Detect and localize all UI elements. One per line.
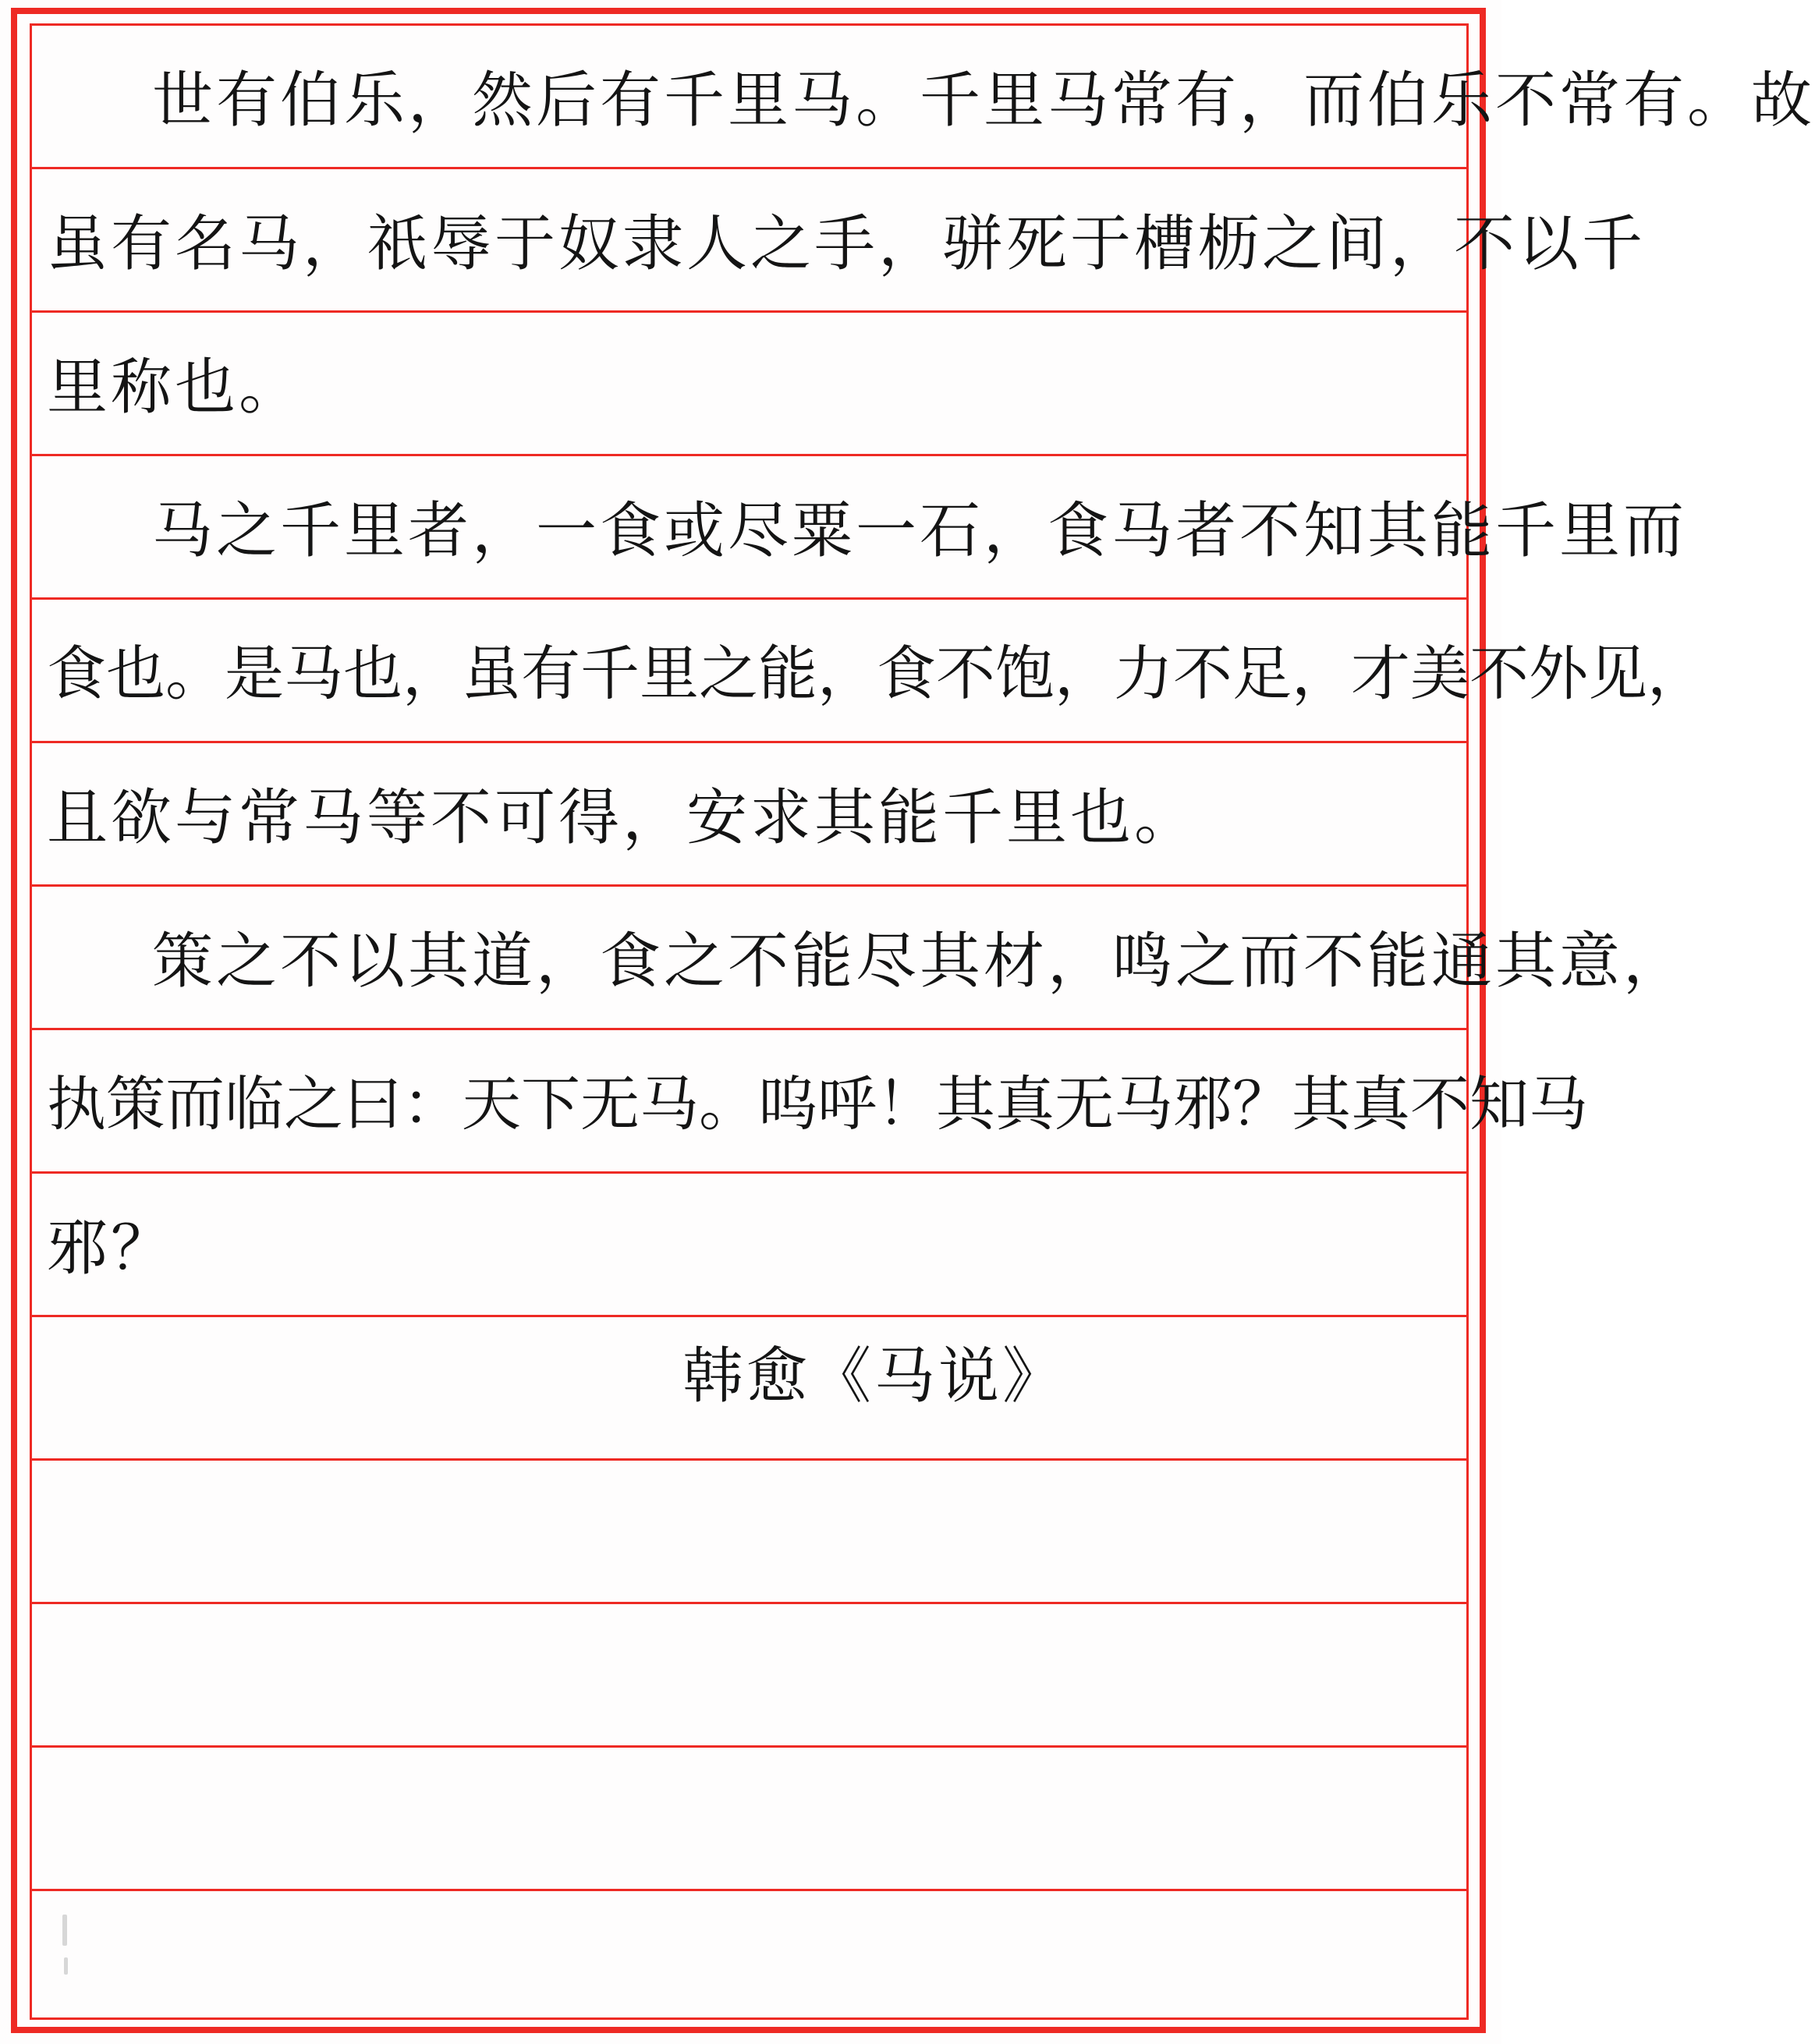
text-line-2: 虽有名马，祇辱于奴隶人之手，骈死于槽枥之间，不以千: [47, 208, 1647, 279]
scan-speck: [62, 1915, 67, 1946]
text-line-8: 执策而临之曰：天下无马。呜呼！其真无马邪？其真不知马: [47, 1069, 1588, 1139]
text-line-6: 且欲与常马等不可得，安求其能千里也。: [47, 782, 1199, 853]
rule-line: [30, 1602, 1469, 1604]
rule-line: [30, 1458, 1469, 1461]
rule-line: [30, 1889, 1469, 1891]
rule-line: [30, 1745, 1469, 1748]
text-line-5: 食也。是马也，虽有千里之能，食不饱，力不足，才美不外见，: [47, 639, 1707, 708]
attribution: 韩愈《马说》: [682, 1341, 1067, 1412]
scan-speck: [64, 1957, 68, 1975]
text-line-9: 邪？: [47, 1213, 175, 1284]
text-line-1: 世有伯乐，然后有千里马。千里马常有，而伯乐不常有。故: [152, 65, 1815, 136]
text-line-3: 里称也。: [47, 352, 303, 423]
text-line-4: 马之千里者，一食或尽粟一石，食马者不知其能千里而: [152, 495, 1688, 566]
text-line-7: 策之不以其道，食之不能尽其材，鸣之而不能通其意，: [152, 926, 1688, 997]
